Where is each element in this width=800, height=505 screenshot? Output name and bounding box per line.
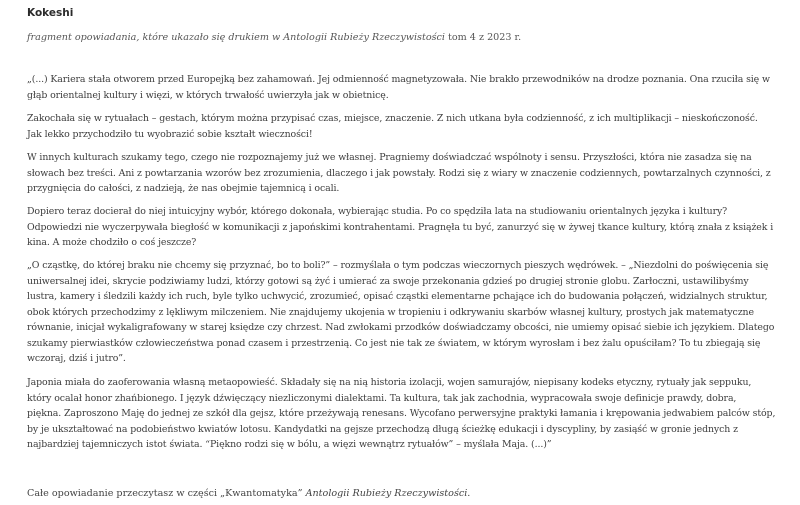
paragraph-line: najbardziej tajemniczych istot świata. “Piękno rodzi się w bólu, a więzi wewnątrz rytuałów” – myślała Maja. (...)” bbox=[27, 439, 552, 450]
paragraph-6 bbox=[27, 375, 787, 453]
paragraph-line: Japonia miała do zaoferowania własną metaopowieść. Składały się na nią historia izolacji, wojen samurajów, niepisany kodeks etyczny, rytuały jak seppuku, bbox=[27, 377, 752, 388]
journal-link[interactable]: Antologii Rubieży Rzeczywistości bbox=[283, 32, 445, 43]
subtitle-intro: fragment opowiadania, które ukazało się drukiem w bbox=[27, 32, 284, 43]
paragraph-line: słowach bez treści. Ani z powtarzania wzorów bez zrozumienia, dlaczego i jak powstały. Rodzi się z wiary w znaczenie codziennych, powtarzalnych czynności, z bbox=[27, 167, 771, 179]
paragraph-line: głąb orientalnej kultury i więzi, w których trwałość uwierzyła jak w obietnicę. bbox=[27, 89, 389, 101]
paragraph-line: uniwersalnej idei, skrycie podziwiamy ludzi, którzy gotowi są żyć i umierać za swoje przekonania gdzieś po drugiej stronie globu. Zarłoczni, ustawilibyśmy bbox=[27, 275, 749, 287]
paragraph-3 bbox=[27, 150, 787, 197]
paragraph-line: obok których przechodzimy z lękliwym milczeniem. Nie znajdujemy ukojenia w tropieniu i odkrywaniu skarbów własnej kultury, prostych jak matematyczne bbox=[27, 306, 754, 318]
paragraph-line: szukamy pierwiastków człowieczeństwa ponad czasem i przestrzenią. Co jest nie tak ze światem, w którym wyrosłam i bez żalu opuściłam? To tu zbiegają się bbox=[27, 337, 761, 349]
paragraph-line: W innych kulturach szukamy tego, czego nie rozpoznajemy już we własnej. Pragniemy doświadczać wspólnoty i sensu. Przyszłości, która nie zasadza się na bbox=[27, 152, 752, 163]
paragraph-line: równanie, inicjał wykaligrafowany w starej księdze czy chrzest. Nad zwłokami przodków doświadczamy obcości, nie umiemy opisać siebie ich językiem. Dlatego bbox=[27, 322, 775, 333]
article-subtitle bbox=[27, 32, 521, 43]
paragraph-line: Dopiero teraz docierał do niej intuicyjny wybór, którego dokonała, wybierając studia. Po co spędziła lata na studiowaniu orientalnych języka i kultury? bbox=[27, 206, 728, 217]
paragraph-2 bbox=[27, 111, 787, 142]
paragraph-1 bbox=[27, 72, 787, 103]
paragraph-4 bbox=[27, 204, 787, 251]
subtitle-volume: tom 4 z 2023 r. bbox=[444, 32, 522, 43]
paragraph-line: przygnięcia do całości, z nadzieją, że nas obejmie tajemnicą i ocali. bbox=[27, 183, 340, 194]
article-title: Kokeshi bbox=[27, 7, 74, 19]
paragraph-line: wczoraj, dziś i jutro”. bbox=[27, 353, 126, 364]
paragraph-line: który ocalał honor zhańbionego. I język dźwięczący niezliczonymi dialektami. Ta kultura, tak jak zachodnia, wypracowała swoje definicje prawdy, dobra, bbox=[27, 392, 737, 404]
paragraph-5 bbox=[27, 258, 787, 367]
paragraph-line: kina. A może chodziło o coś jeszcze? bbox=[27, 237, 197, 248]
paragraph-line: Odpowiedzi nie wyczerpywała biegłość w komunikacji z japońskimi kontrahentami. Pragnęła tu być, zanurzyć się w żywej tkance kultury, którą znała z książek i bbox=[27, 221, 774, 233]
paragraph-line: „(...) Kariera stała otworem przed Europejką bez zahamowań. Jej odmienność magnetyzowała. Nie brakło przewodników na drodze poznania. Ona rzuciła się w bbox=[27, 74, 770, 85]
footer-journal-link[interactable]: Antologii Rubieży Rzeczywistości. bbox=[305, 488, 471, 499]
paragraph-line: by je ukształtować na podobieństwo kwiatów lotosu. Kandydatki na gejsze przechodzą długą ścieżkę edukacji i dyscypliny, by zasiąść w gronie jednych z bbox=[27, 423, 738, 435]
footer-text: Całe opowiadanie przeczytasz w części „Kwantomatyka” bbox=[27, 488, 306, 499]
paragraph-line: Jak lekko przychodziło tu wyobrazić sobie kształt wieczności! bbox=[27, 128, 313, 140]
paragraph-line: Zakochała się w rytuałach – gestach, którym można przypisać czas, miejsce, znaczenie. Z nich utkana była codzienność, z ich multiplikacji – nieskończoność. bbox=[27, 113, 758, 124]
paragraph-line: lustra, kamery i śledzili każdy ich ruch, byle tylko uchwycić, zrozumieć, opisać cząstki elementarne pchające ich do budowania połączeń, widzialnych struktur, bbox=[27, 291, 768, 302]
paragraph-line: piękna. Zaproszono Maję do jednej ze szkół dla gejsz, które przeżywają renesans. Wycofano perwersyjne praktyki łamania i krępowania jedwabiem palców stóp, bbox=[27, 408, 776, 419]
paragraph-line: „O cząstkę, do której braku nie chcemy się przyznać, bo to boli?” – rozmyślała o tym podczas wieczornych pieszych wędrówek. – „Niezdolni do poświęcenia się bbox=[27, 260, 769, 271]
article-footer bbox=[27, 488, 470, 499]
